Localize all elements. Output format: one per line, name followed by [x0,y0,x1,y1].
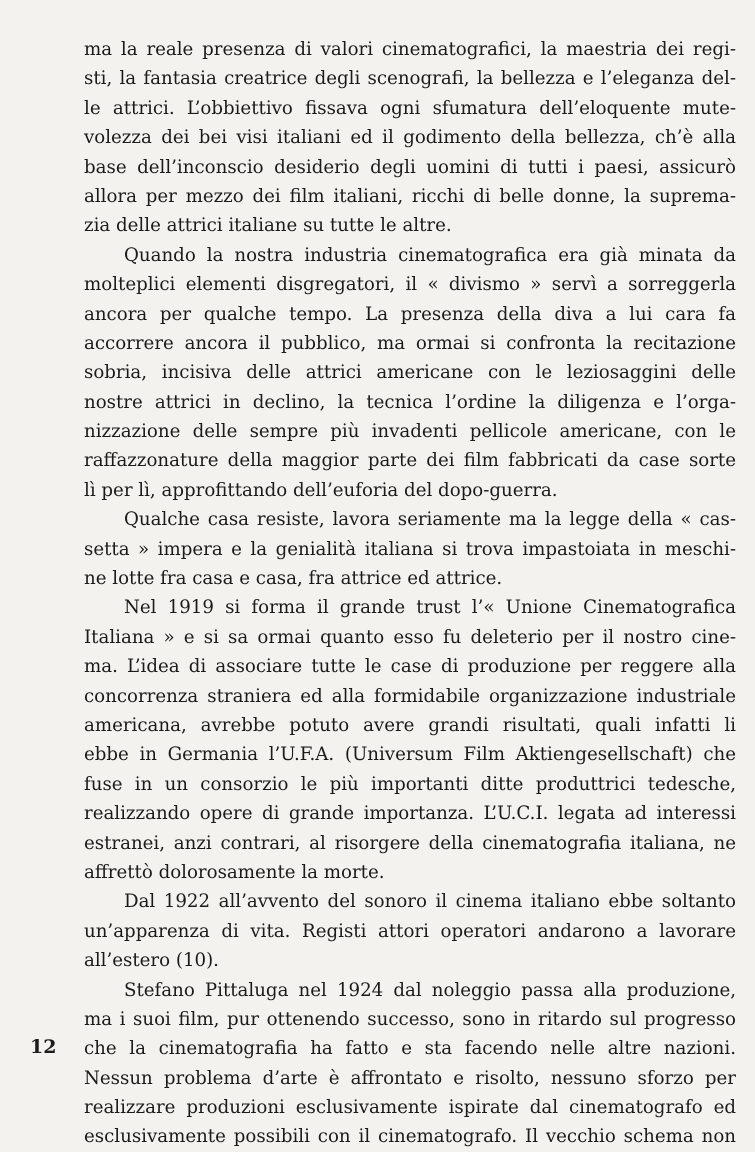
paragraph-3 [84,505,736,593]
text-line: molteplici elementi disgregatori, il « divismo » servì a sorreggerla [84,274,736,296]
text-line: nostre attrici in declino, la tecnica l’ordine la diligenza e l’orga- [84,391,736,413]
text-line: Qualche casa resiste, lavora seriamente ma la legge della « cas- [124,509,736,531]
text-line: estranei, anzi contrari, al risorgere della cinematografia italiana, ne [84,832,736,854]
page-number: 12 [30,1036,57,1058]
text-line: ne lotte fra casa e casa, fra attrice ed attrice. [84,568,503,590]
text-line: realizzare produzioni esclusivamente ispirate dal cinematografo ed [84,1097,736,1119]
paragraph-5 [84,887,736,975]
text-line: nizzazione delle sempre più invadenti pellicole americane, con le [84,421,736,443]
paragraph-1 [84,35,736,241]
text-line: ancora per qualche tempo. La presenza della diva a lui cara fa [84,303,736,325]
text-line: allora per mezzo dei film italiani, ricchi di belle donne, la suprema- [84,185,736,207]
text-line: fuse in un consorzio le più importanti ditte produttrici tedesche, [84,773,736,795]
text-line: lì per lì, approfittando dell’euforia del dopo-guerra. [84,479,558,501]
text-line: americana, avrebbe potuto avere grandi risultati, quali infatti li [84,714,736,736]
text-line: all’estero (10). [84,950,219,972]
text-line: sobria, incisiva delle attrici americane con le leziosaggini delle [84,362,736,384]
text-line: Dal 1922 all’avvento del sonoro il cinema italiano ebbe soltanto [124,891,736,913]
text-line: affrettò dolorosamente la morte. [84,861,385,883]
text-line: setta » impera e la genialità italiana si trova impastoiata in meschi- [84,538,736,560]
text-line: accorrere ancora il pubblico, ma ormai si confronta la recitazione [84,332,736,354]
text-line: ma i suoi film, pur ottenendo successo, sono in ritardo sul progresso [84,1008,736,1030]
text-line: Quando la nostra industria cinematografica era già minata da [124,244,736,266]
text-line: esclusivamente possibili con il cinematografo. Il vecchio schema non [84,1126,736,1148]
text-line: ma la reale presenza di valori cinematografici, la maestria dei regi- [84,39,736,60]
text-line: ebbe in Germania l’U.F.A. (Universum Film Aktiengesellschaft) che [84,744,736,766]
paragraph-6 [84,976,736,1152]
text-line: realizzando opere di grande importanza. L’U.C.I. legata ad interessi [84,803,736,825]
page-body [84,35,736,1152]
text-line: raffazzonature della maggior parte dei film fabbricati da case sorte [84,450,736,472]
paragraph-4 [84,593,736,887]
text-line: volezza dei bei visi italiani ed il godimento della bellezza, ch’è alla [84,127,736,149]
text-line: zia delle attrici italiane su tutte le altre. [84,215,452,237]
text-line: concorrenza straniera ed alla formidabile organizzazione industriale [84,685,736,707]
text-line: Stefano Pittaluga nel 1924 dal noleggio passa alla produzione, [124,979,736,1001]
text-line: Italiana » e si sa ormai quanto esso fu deleterio per il nostro cine- [84,626,736,648]
text-line: base dell’inconscio desiderio degli uomini di tutti i paesi, assicurò [84,156,736,178]
text-line: ma. L’idea di associare tutte le case di produzione per reggere alla [84,656,736,678]
text-line: le attrici. L’obbiettivo fissava ogni sfumatura dell’eloquente mute- [84,97,736,119]
paragraph-2 [84,241,736,506]
text-line: che la cinematografia ha fatto e sta facendo nelle altre nazioni. [84,1038,736,1060]
text-line: sti, la fantasia creatrice degli scenografi, la bellezza e l’eleganza del- [84,68,736,90]
text-line: un’apparenza di vita. Registi attori operatori andarono a lavorare [84,920,736,942]
text-line: Nel 1919 si forma il grande trust l’« Unione Cinematografica [124,597,736,619]
text-line: Nessun problema d’arte è affrontato e risolto, nessuno sforzo per [84,1067,736,1089]
